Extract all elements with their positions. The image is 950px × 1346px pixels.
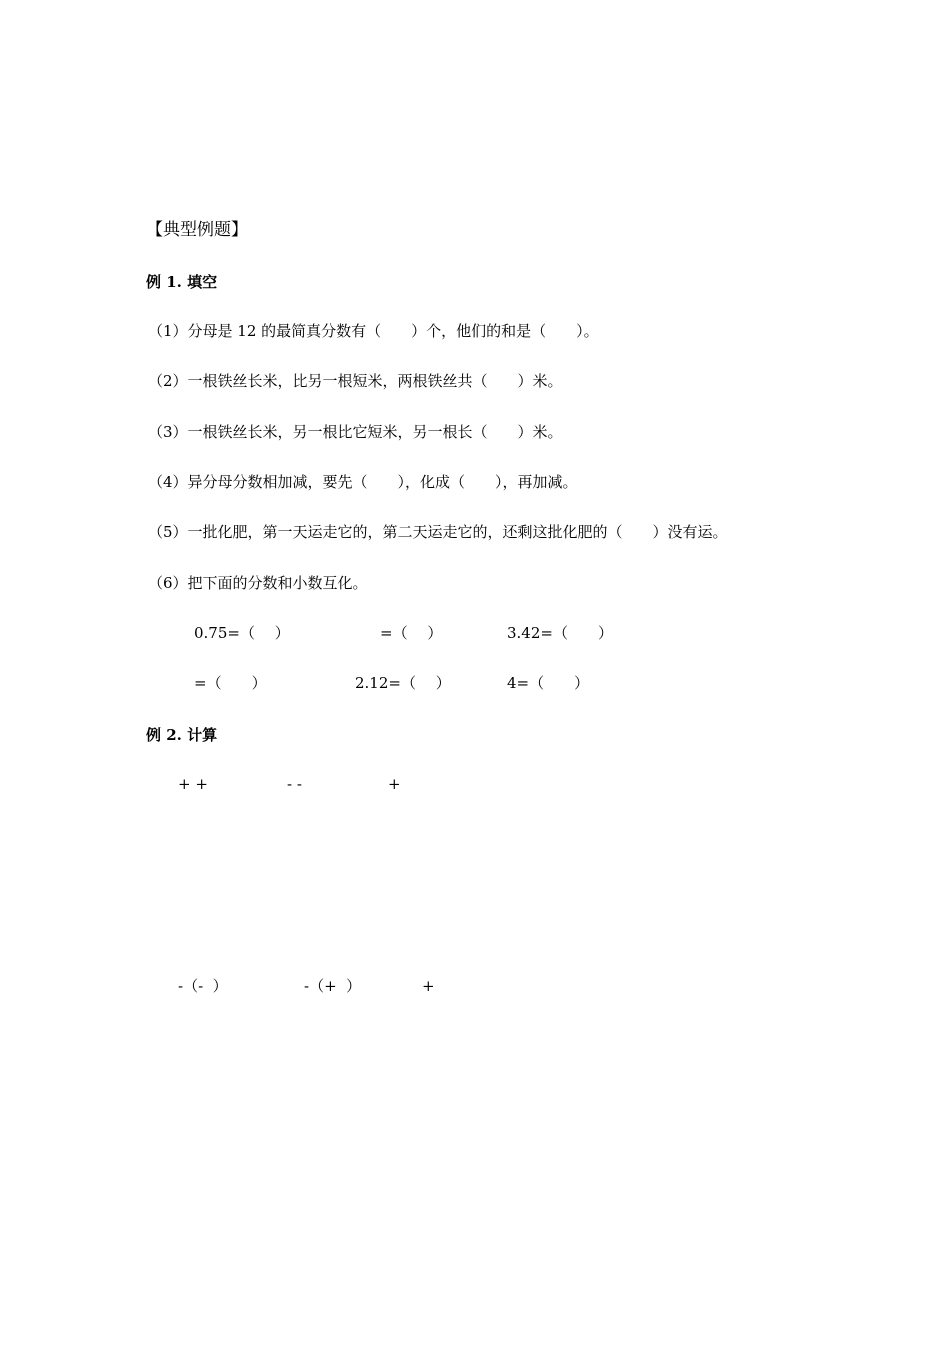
example1-item-6: （6）把下面的分数和小数互化。 bbox=[148, 574, 368, 592]
conversion-row2-item1: =（ ） bbox=[194, 674, 267, 692]
example1-title: 例 1. 填空 bbox=[146, 273, 218, 291]
example2-title: 例 2. 计算 bbox=[146, 726, 218, 744]
example1-item-5: （5）一批化肥，第一天运走它的，第二天运走它的，还剩这批化肥的（ ）没有运。 bbox=[148, 523, 728, 541]
calc-row1-item2: - - bbox=[287, 775, 302, 793]
calc-row1-item3: + bbox=[388, 775, 401, 793]
section-title: 【典型例题】 bbox=[146, 220, 248, 240]
conversion-row2-item2: 2.12=（ ） bbox=[355, 674, 451, 692]
example1-item-4: （4）异分母分数相加减，要先（ ），化成（ ），再加减。 bbox=[148, 473, 578, 491]
conversion-row1-item2: =（ ） bbox=[380, 624, 443, 642]
conversion-row1-item3: 3.42=（ ） bbox=[507, 624, 613, 642]
example1-item-1: （1）分母是 12 的最简真分数有（ ）个，他们的和是（ ）。 bbox=[148, 322, 599, 340]
calc-row2-item3: + bbox=[422, 977, 435, 995]
conversion-row2-item3: 4=（ ） bbox=[507, 674, 590, 692]
conversion-row1-item1: 0.75=（ ） bbox=[194, 624, 290, 642]
calc-row2-item2: -（+ ） bbox=[304, 977, 362, 995]
calc-row1-item1: + + bbox=[178, 775, 208, 793]
example1-item-2: （2）一根铁丝长米，比另一根短米，两根铁丝共（ ）米。 bbox=[148, 372, 563, 390]
calc-row2-item1: -（- ） bbox=[178, 977, 228, 995]
example1-item-3: （3）一根铁丝长米，另一根比它短米，另一根长（ ）米。 bbox=[148, 423, 563, 441]
